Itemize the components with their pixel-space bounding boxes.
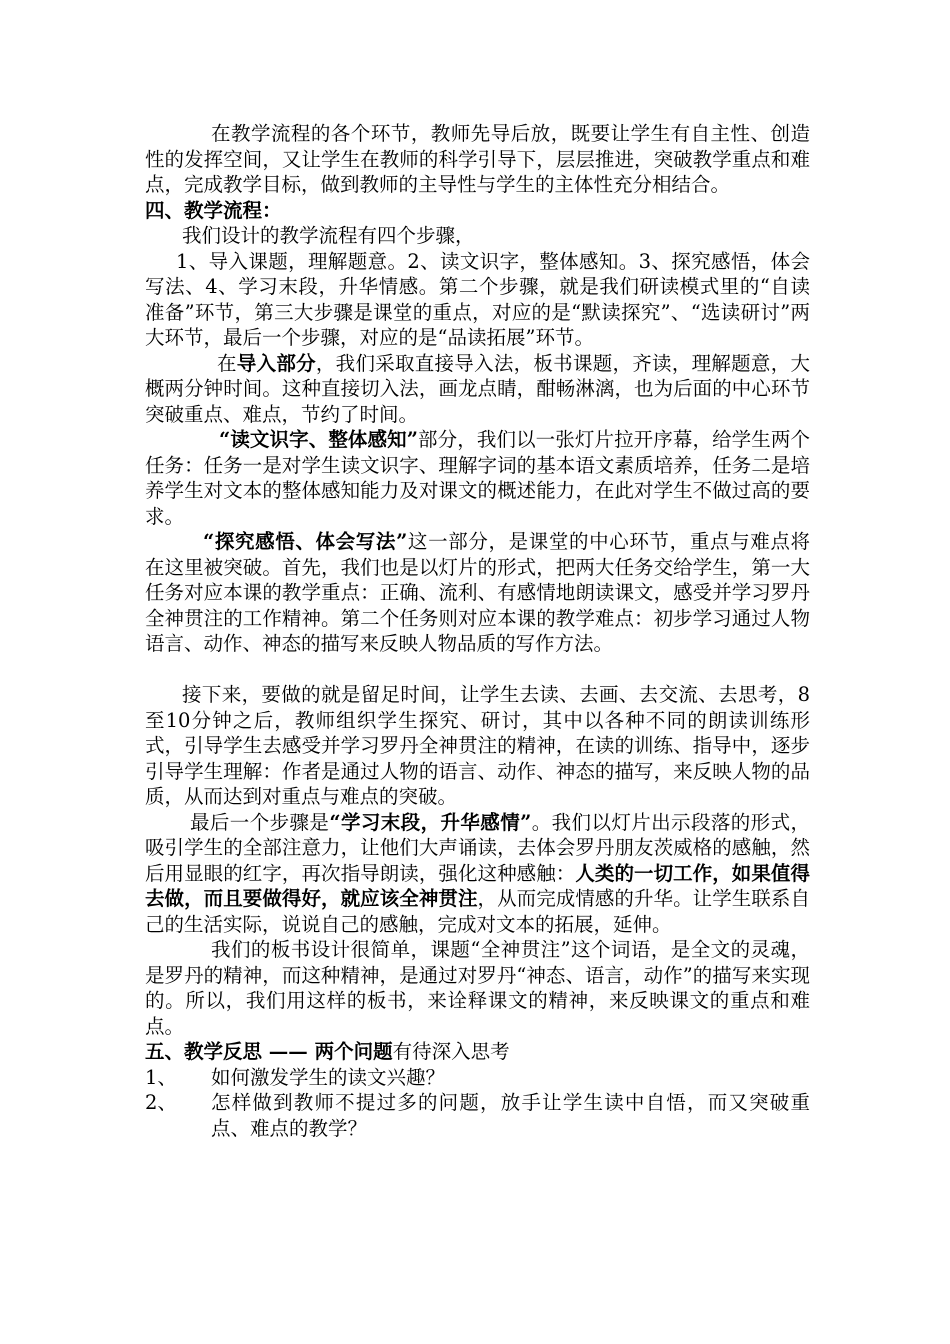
emphasis-text: 人类的一切工作，如果值得去做，而且要做得好，就应该全神贯注 <box>145 861 810 910</box>
list-text: 如何激发学生的读文兴趣？ <box>211 1065 446 1089</box>
paragraph-steps-intro: 我们设计的教学流程有四个步骤， <box>182 224 475 247</box>
document-body <box>145 121 810 1141</box>
heading-section-5 <box>145 1039 810 1065</box>
emphasis-text: “探究感悟、体会写法” <box>203 530 408 553</box>
text-run: ，从而完成情感的升华。让学生联系自己的生活实际，说说自己的感触，完成对文本的拓展，延伸。 <box>145 887 810 936</box>
emphasis-text: “学习末段，升华感情” <box>329 810 532 834</box>
blank-line <box>145 657 810 683</box>
text-run: 最后一个步骤是 <box>190 810 330 834</box>
text-run: 有待深入思考 <box>392 1040 510 1063</box>
emphasis-text: “读文识字、整体感知” <box>219 428 418 451</box>
paragraph-steps: 1、导入课题，理解题意。2、读文识字，整体感知。3、探究感悟，体会写法、4、学习末段，升华情感。第二个步骤，就是我们研读模式里的“自读准备”环节，第三大步骤是课堂的重点，对应的是“默读探究”、“选读研讨”两大环节，最后一个步骤，对应的是“品读拓展”环节。 <box>145 249 810 349</box>
list-item <box>145 1065 810 1091</box>
emphasis-text: 导入部分 <box>236 351 316 375</box>
text-run: 。我们以灯片出示段落的形式，吸引学生的全部注意力，让他们大声诵读，去体会罗丹朋友茨威格的感触，然后用显眼的红字，再次指导朗读，强化这种感触： <box>145 810 810 885</box>
paragraph-blackboard: 我们的板书设计很简单，课题“全神贯注”这个词语，是全文的灵魂，是罗丹的精神，而这种精神，是通过对罗丹“神态、语言，动作”的描写来实现的。所以，我们用这样的板书，来诠释课文的精神，来反映课文的重点和难点。 <box>145 938 810 1038</box>
text-run: 在 <box>217 351 237 375</box>
paragraph-last-step <box>145 810 810 938</box>
heading-section-4: 四、教学流程： <box>145 198 282 222</box>
paragraph-explore-part <box>145 529 810 657</box>
list-text: 怎样做到教师不提过多的问题，放手让学生读中自悟，而又突破重点、难点的教学？ <box>211 1091 810 1140</box>
list-number: 1、 <box>145 1065 177 1089</box>
text-run: 部分，我们以一张灯片拉开序幕，给学生两个任务：任务一是对学生读文识字、理解字词的基本语文素质培养，任务二是培养学生对文本的整体感知能力及对课文的概述能力，在此对学生不做过高的要求。 <box>145 428 810 528</box>
paragraph-next-step: 接下来，要做的就是留足时间，让学生去读、去画、去交流、去思考，8至10分钟之后，教师组织学生探究、研讨，其中以各种不同的朗读训练形式，引导学生去感受并学习罗丹全神贯注的精神，在读的训练、指导中，逐步引导学生理解：作者是通过人物的语言、动作、神态的描写，来反映人物的品质，从而达到对重点与难点的突破。 <box>145 683 810 808</box>
list-item <box>145 1090 810 1141</box>
paragraph-intro: 在教学流程的各个环节，教师先导后放，既要让学生有自主性、创造性的发挥空间，又让学生在教师的科学引导下，层层推进，突破教学重点和难点，完成教学目标，做到教师的主导性与学生的主体性充分相结合。 <box>145 122 810 196</box>
text-run: 这一部分，是课堂的中心环节，重点与难点将在这里被突破。首先，我们也是以灯片的形式，把两大任务交给学生，第一大任务对应本课的教学重点：正确、流利、有感情地朗读课文，感受并学习罗丹全神贯注的工作精神。第二个任务则对应本课的教学难点：初步学习通过人物语言、动作、神态的描写来反映人物品质的写作方法。 <box>145 530 810 655</box>
heading-bold-text: 五、教学反思 —— 两个问题 <box>145 1040 393 1063</box>
paragraph-intro-part <box>145 351 810 428</box>
text-run: ，我们采取直接导入法，板书课题，齐读，理解题意，大概两分钟时间。这种直接切入法，画龙点睛，酣畅淋漓，也为后面的中心环节突破重点、难点，节约了时间。 <box>145 351 810 426</box>
paragraph-reading-part <box>145 427 810 529</box>
list-number: 2、 <box>145 1091 177 1114</box>
